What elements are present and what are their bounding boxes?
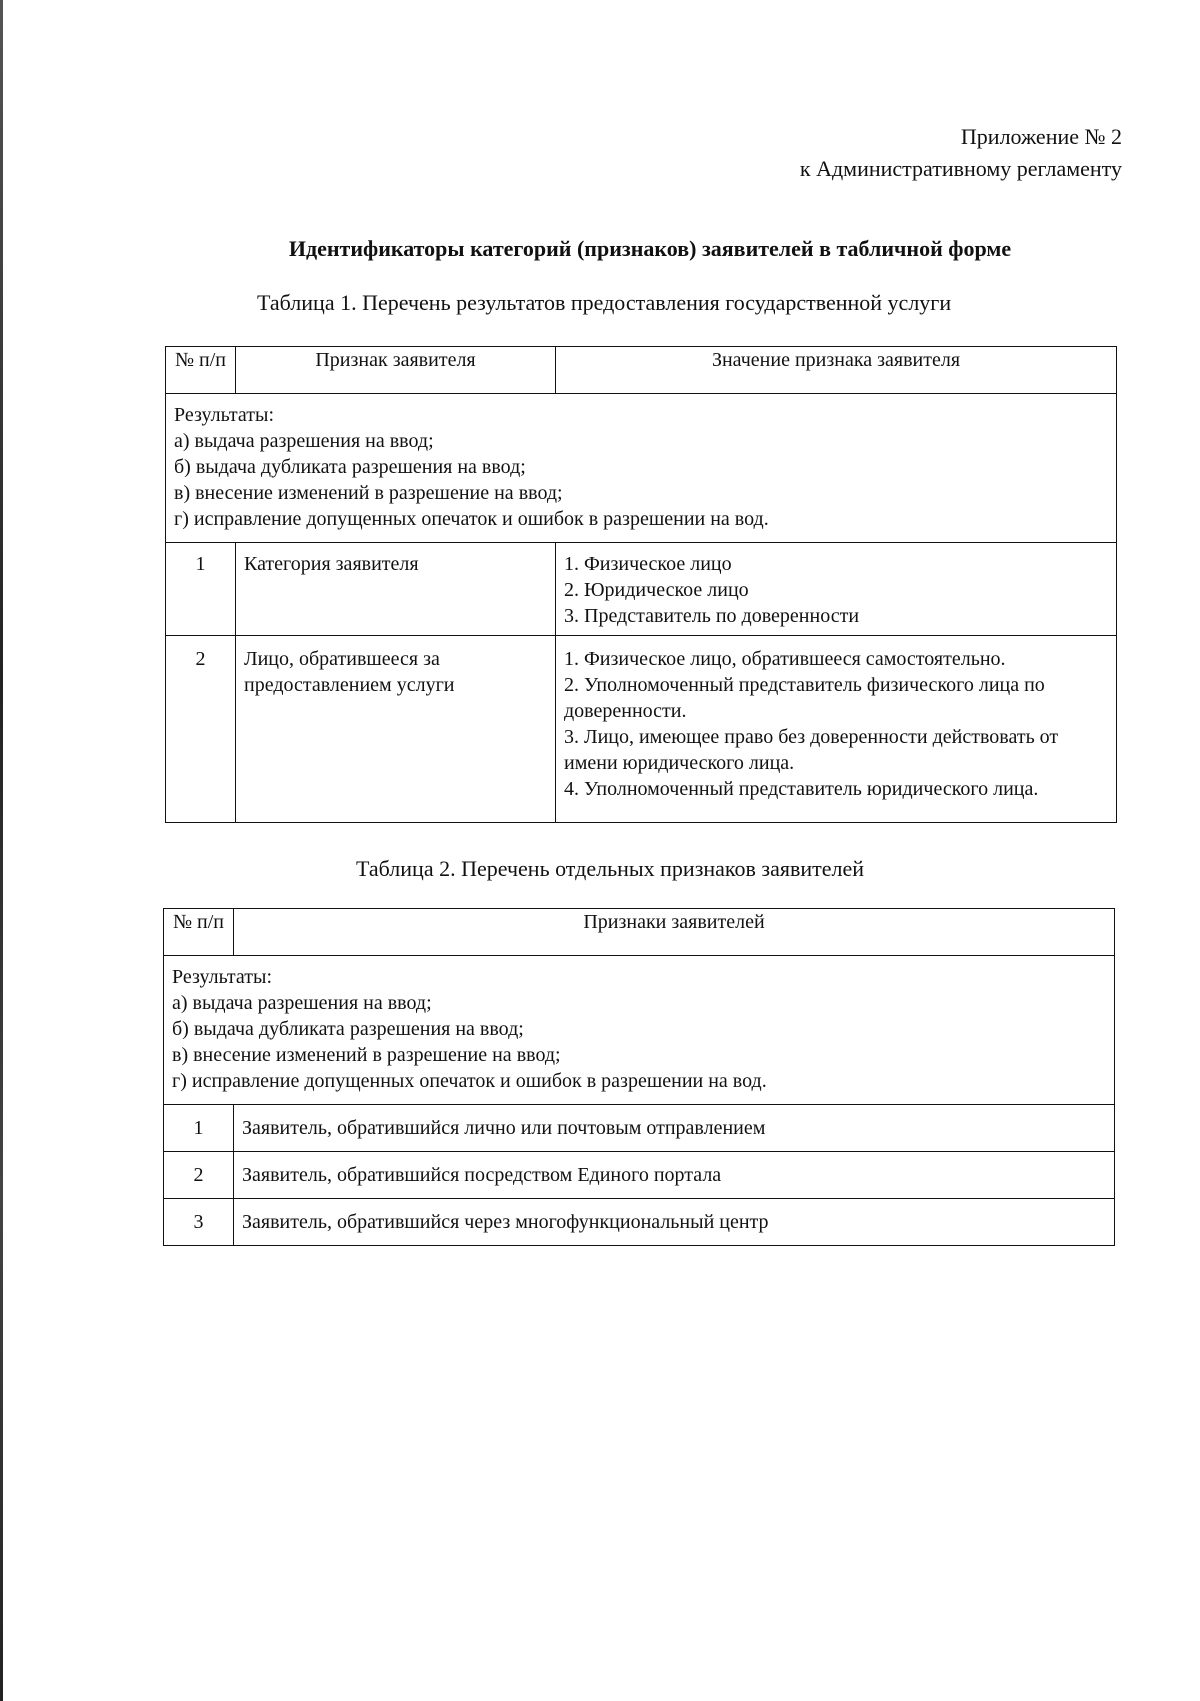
table1-results-row [166,394,1117,543]
table2-caption: Таблица 2. Перечень отдельных признаков заявителей [356,856,865,881]
table2-results [164,956,1115,1105]
row-values [556,636,1117,823]
row-number: 3 [164,1199,234,1246]
results-item: а) выдача разрешения на ввод; [172,992,432,1014]
results-item: б) выдача дубликата разрешения на ввод; [172,1018,524,1040]
value-item: 3. Лицо, имеющее право без доверенности действовать от имени юридического лица. [564,726,1059,774]
value-item: 4. Уполномоченный представитель юридического лица. [564,778,1039,800]
table1-header-feature: Признак заявителя [236,347,556,394]
results-item: в) внесение изменений в разрешение на ввод; [174,482,563,504]
table-row [164,1105,1115,1152]
value-item: 2. Юридическое лицо [564,579,749,601]
value-item: 3. Представитель по доверенности [564,605,860,627]
results-label: Результаты: [172,966,272,988]
table1-results [166,394,1117,543]
table2 [163,908,1115,1246]
table1-header-value: Значение признака заявителя [556,347,1117,394]
table-row [166,543,1117,636]
results-item: б) выдача дубликата разрешения на ввод; [174,456,526,478]
table2-header-num: № п/п [164,909,234,956]
table1 [165,346,1117,823]
results-item: г) исправление допущенных опечаток и ошибок в разрешении на вод. [174,508,769,530]
row-number: 2 [166,636,236,823]
results-item: г) исправление допущенных опечаток и ошибок в разрешении на вод. [172,1070,767,1092]
table-row [166,636,1117,823]
table2-header-row [164,909,1115,956]
results-item: а) выдача разрешения на ввод; [174,430,434,452]
document-title: Идентификаторы категорий (признаков) заявителей в табличной форме [288,236,1012,261]
table-row [164,1152,1115,1199]
value-item: 1. Физическое лицо [564,553,732,575]
table-row [164,1199,1115,1246]
row-feature: Лицо, обратившееся за предоставлением услуги [236,636,556,823]
value-item: 2. Уполномоченный представитель физического лица по доверенности. [564,674,1045,722]
row-number: 1 [166,543,236,636]
table1-header-row [166,347,1117,394]
row-feature: Категория заявителя [236,543,556,636]
row-text: Заявитель, обратившийся через многофункциональный центр [234,1199,1115,1246]
row-number: 2 [164,1152,234,1199]
row-text: Заявитель, обратившийся лично или почтовым отправлением [234,1105,1115,1152]
value-item: 1. Физическое лицо, обратившееся самостоятельно. [564,648,1006,670]
appendix-header [800,121,1122,185]
row-values [556,543,1117,636]
table2-header-features: Признаки заявителей [234,909,1115,956]
appendix-number: Приложение № 2 [960,124,1122,149]
table1-header-num: № п/п [166,347,236,394]
table2-results-row [164,956,1115,1105]
row-text: Заявитель, обратившийся посредством Единого портала [234,1152,1115,1199]
results-item: в) внесение изменений в разрешение на ввод; [172,1044,561,1066]
appendix-reference: к Административному регламенту [799,156,1122,181]
row-number: 1 [164,1105,234,1152]
results-label: Результаты: [174,404,274,426]
table1-caption: Таблица 1. Перечень результатов предоставления государственной услуги [257,290,952,315]
